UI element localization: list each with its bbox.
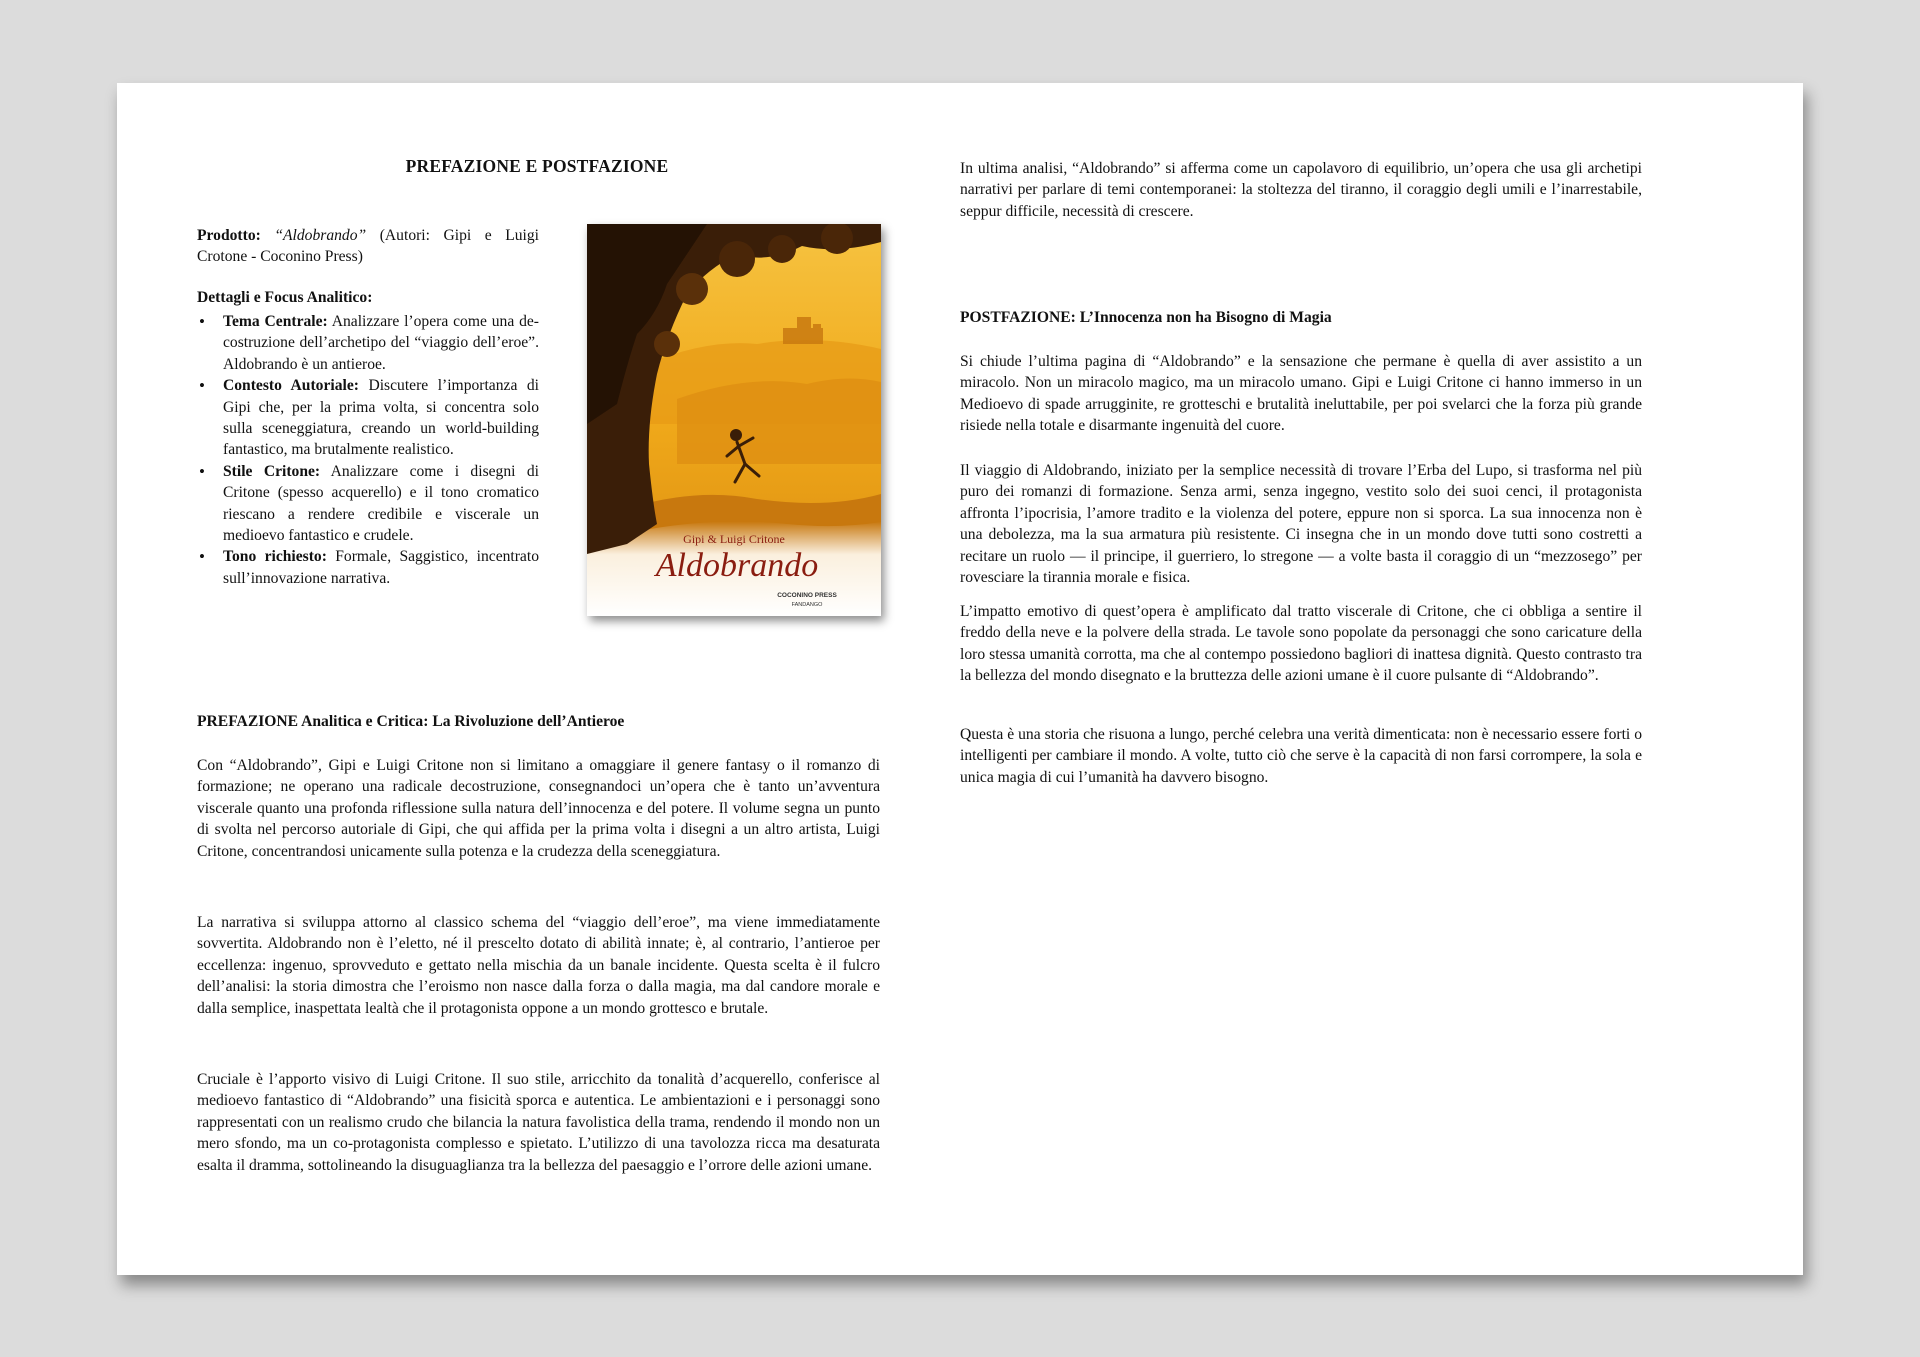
focus-list	[197, 311, 539, 589]
product-work-title: “Aldobrando”	[274, 227, 367, 244]
book-cover-illustration	[587, 224, 881, 616]
preface-paragraph: Cruciale è l’apporto visivo di Luigi Critone. Il suo stile, arricchito da tonalità d’acquerello, conferisce al medioevo fantastico di “Aldobrando” una fisicità sporca e autentica. Le ambientazioni e i personaggi sono rappresentati con un realismo crudo che bilancia la natura favolistica della trama, rendendo il mondo non un mero sfondo, ma un co-protagonista complesso e spietato. L’utilizzo di una tavolozza ricca ma desaturata esalta il dramma, sottolineando la disuguaglianza tra la bellezza del paesaggio e l’orrore delle azioni umane.	[197, 1071, 880, 1174]
focus-bullet	[197, 546, 539, 589]
book-cover-image	[587, 224, 881, 616]
cover-imprint: FANDANGO	[791, 602, 823, 608]
bullet-label: Stile Critone:	[223, 462, 321, 480]
left-page	[117, 83, 960, 1275]
bullet-text: Discutere l’importanza di Gipi che, per la prima volta, si concentra solo sulla sceneggiatura, creando un world-building fantastico, ma brutalmente realistico.	[223, 377, 539, 459]
product-label: Prodotto:	[197, 227, 261, 244]
preface-paragraph: Con “Aldobrando”, Gipi e Luigi Critone non si limitano a omaggiare il genere fantasy o il romanzo di formazione; ne operano una radicale decostruzione, consegnandoci un’opera che è tanto un’avventura viscerale quanto una profonda riflessione sulla natura dell’innocenza e del potere. Il volume segna un punto di svolta nel percorso autoriale di Gipi, che qui affida per la prima volta i disegni a un altro artista, Luigi Critone, concentrandosi unicamente sulla potenza e la crudezza della sceneggiatura.	[197, 757, 880, 860]
cover-publisher: COCONINO PRESS	[777, 592, 837, 599]
bullet-label: Tema Centrale:	[223, 313, 328, 330]
bullet-text: Analizzare come i disegni di Critone (spesso acquerello) e il tono cromatico riescano a rendere credibile e viscerale un medioevo fantastico e crudele.	[223, 462, 539, 545]
product-details: (Autori: Gipi e Luigi Crotone - Coconino Press)	[197, 227, 539, 266]
postface-paragraph: L’impatto emotivo di quest’opera è amplificato dal tratto viscerale di Critone, che ci obbliga a sentire il freddo della neve e la polvere della strada. Le tavole sono popolate da personaggi che sono caricature della loro stessa umanità corrotta, ma che al contempo possiedono bagliori di inattesa dignità. Questo contrasto tra la bellezza del mondo disegnato e la bruttezza delle azioni umane è il cuore pulsante di “Aldobrando”.	[960, 603, 1642, 685]
focus-bullet	[197, 375, 539, 461]
bullet-label: Contesto Autoriale:	[223, 377, 359, 395]
postface-heading: POSTFAZIONE: L’Innocenza non ha Bisogno di Magia	[960, 309, 1332, 326]
preface-heading: PREFAZIONE Analitica e Critica: La Rivoluzione dell’Antieroe	[197, 713, 625, 730]
bullet-label: Tono richiesto:	[223, 548, 327, 566]
postface-paragraph: Questa è una storia che risuona a lungo, perché celebra una verità dimenticata: non è necessario essere forti o intelligenti per cambiare il mondo. A volte, tutto ciò che serve è la capacità di non farsi corrompere, la sola e unica magia di cui l’umanità ha davvero bisogno.	[960, 726, 1642, 786]
product-line	[197, 225, 539, 268]
focus-bullet	[197, 461, 539, 547]
preface-paragraph: In ultima analisi, “Aldobrando” si afferma come un capolavoro di equilibrio, un’opera che usa gli archetipi narrativi per parlare di temi contemporanei: la stoltezza del tiranno, il coraggio degli umili e l’inarrestabile, seppur difficile, necessità di crescere.	[960, 160, 1642, 220]
focus-heading: Dettagli e Focus Analitico:	[197, 289, 373, 306]
document-title: PREFAZIONE E POSTFAZIONE	[405, 156, 669, 176]
focus-bullet	[197, 311, 539, 375]
postface-paragraph: Il viaggio di Aldobrando, iniziato per la semplice necessità di trovare l’Erba del Lupo, si trasforma nel più puro dei romanzi di formazione. Senza armi, senza ingegno, vestito solo dei suoi cenci, il protagonista affronta l’ipocrisia, l’amore tradito e la violenza del potere, eppure non si sporca. La sua innocenza non è una debolezza, ma la sua armatura più resistente. Ci insegna che in un mondo dove tutti sono costretti a recitare un ruolo — il principe, il guerriero, lo stregone — a volte basta il coraggio di un “mezzosego” per rovesciare la tirannia morale e fisica.	[960, 462, 1642, 587]
bullet-text: Analizzare l’opera come una de-costruzione dell’archetipo del “viaggio dell’eroe”. Aldobrando è un antieroe.	[223, 313, 539, 373]
cover-title: Aldobrando	[655, 547, 819, 584]
postface-paragraph: Si chiude l’ultima pagina di “Aldobrando” e la sensazione che permane è quella di aver assistito a un miracolo. Non un miracolo magico, ma un miracolo umano. Gipi e Luigi Critone ci hanno immerso in un Medioevo di spade arrugginite, re grotteschi e brutalità ineluttabile, per poi svelarci che la forza più grande risiede nella totale e disarmante ingenuità del cuore.	[960, 353, 1642, 435]
document-spread	[117, 83, 1803, 1275]
bullet-text: Formale, Saggistico, incentrato sull’innovazione narrativa.	[223, 548, 539, 587]
cover-authors: Gipi & Luigi Critone	[683, 532, 785, 546]
preface-paragraph: La narrativa si sviluppa attorno al classico schema del “viaggio dell’eroe”, ma viene immediatamente sovvertita. Aldobrando non è l’eletto, né il prescelto dotato di abilità innate; è, al contrario, l’antieroe per eccellenza: ingenuo, sprovveduto e gettato nella mischia da un banale incidente. Questa scelta è il fulcro dell’analisi: la storia dimostra che l’eroismo non nasce dalla forza o dalla magia, ma dal candore morale e dalla semplice, inaspettata lealtà che il protagonista oppone a un mondo grottesco e brutale.	[197, 914, 880, 1017]
right-page	[960, 83, 1803, 1275]
